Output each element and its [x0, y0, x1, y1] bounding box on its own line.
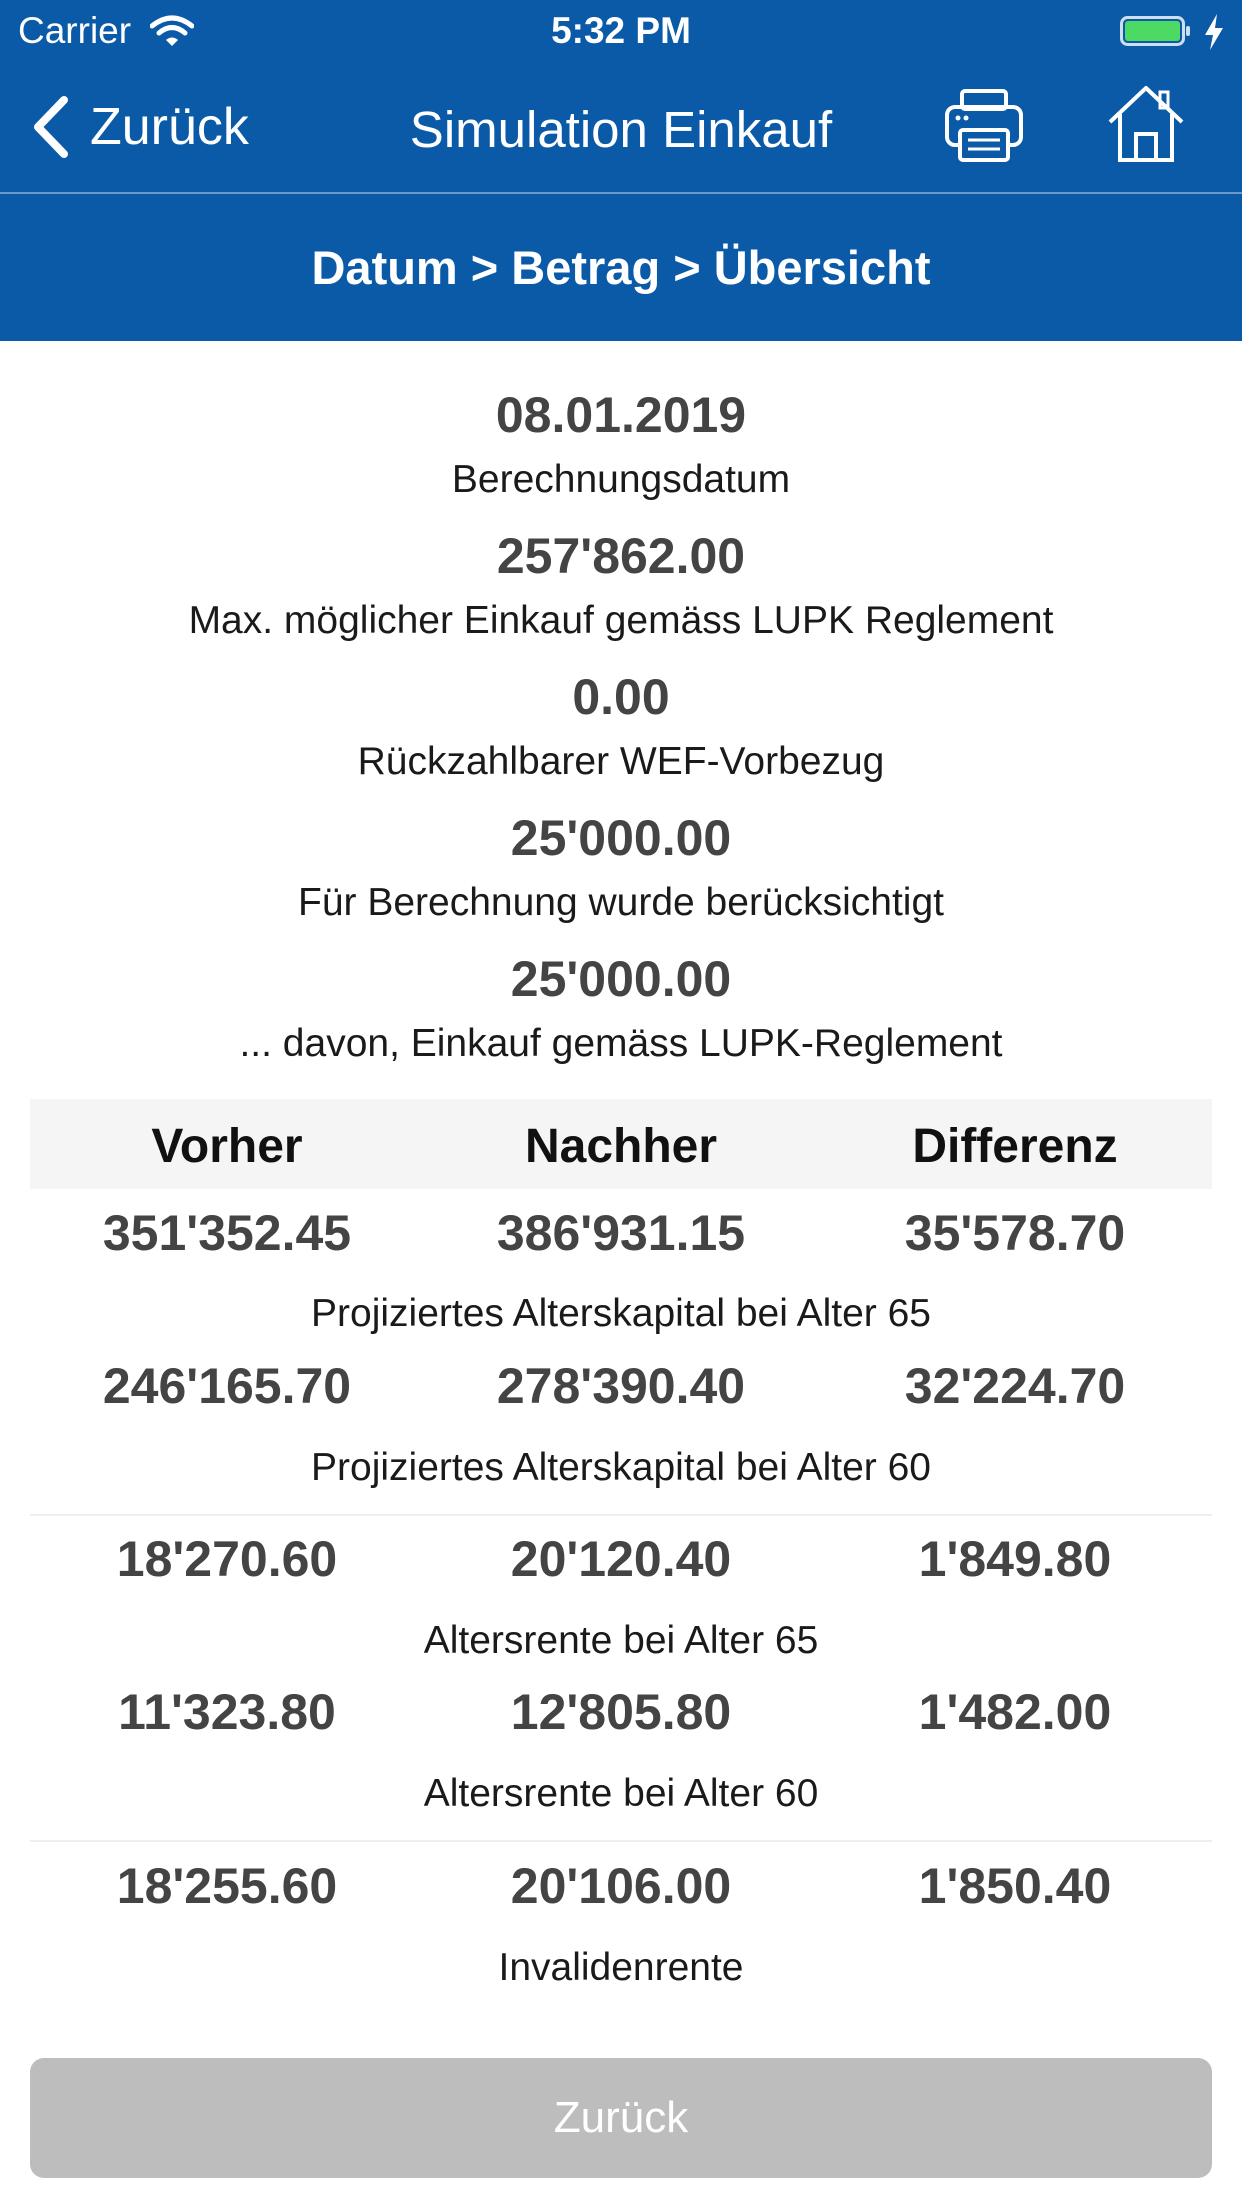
table-row	[0, 1857, 1242, 1927]
column-header-differenz: Differenz	[912, 1120, 1118, 1173]
summary-item-wef	[0, 662, 1242, 803]
value-nachher: 12'805.80	[510, 1684, 732, 1740]
value-differenz: 32'224.70	[904, 1358, 1126, 1414]
row-label: Projiziertes Alterskapital bei Alter 60	[311, 1446, 931, 1489]
divider	[30, 1514, 1212, 1516]
summary-item-max-purchase	[0, 521, 1242, 662]
charging-icon	[1200, 12, 1228, 52]
value-nachher: 20'120.40	[510, 1531, 732, 1587]
value-nachher: 20'106.00	[510, 1858, 732, 1914]
value-vorher: 351'352.45	[102, 1205, 352, 1261]
navigation-bar	[0, 62, 1242, 192]
breadcrumb: Datum > Betrag > Übersicht	[311, 241, 931, 294]
row-label: Altersrente bei Alter 60	[423, 1772, 819, 1815]
printer-icon[interactable]	[944, 88, 1024, 164]
back-label: Zurück	[90, 98, 249, 156]
value-differenz: 1'849.80	[918, 1531, 1112, 1587]
row-label: Altersrente bei Alter 65	[423, 1619, 819, 1662]
clock: 5:32 PM	[551, 10, 691, 51]
table-row	[0, 1204, 1242, 1274]
summary-item-considered	[0, 803, 1242, 944]
summary-item-date	[0, 380, 1242, 521]
summary-label: Für Berechnung wurde berücksichtigt	[298, 881, 944, 924]
value-differenz: 1'850.40	[918, 1858, 1112, 1914]
summary-label: Berechnungsdatum	[451, 458, 791, 501]
value-vorher: 18'270.60	[116, 1531, 338, 1587]
value-vorher: 246'165.70	[102, 1358, 352, 1414]
value-vorher: 11'323.80	[118, 1684, 336, 1740]
column-header-vorher: Vorher	[151, 1120, 303, 1173]
summary-section	[0, 380, 1242, 1085]
summary-value: 25'000.00	[510, 810, 732, 866]
row-label: Invalidenrente	[498, 1946, 744, 1989]
table-row	[0, 1683, 1242, 1753]
summary-label: Rückzahlbarer WEF-Vorbezug	[357, 740, 885, 783]
status-bar	[0, 0, 1242, 62]
summary-value: 0.00	[572, 669, 670, 725]
value-nachher: 386'931.15	[496, 1205, 746, 1261]
divider	[30, 1840, 1212, 1842]
column-header-nachher: Nachher	[524, 1120, 718, 1173]
summary-value: 08.01.2019	[495, 387, 747, 443]
summary-value: 25'000.00	[510, 951, 732, 1007]
home-icon[interactable]	[1106, 84, 1186, 164]
app-header	[0, 0, 1242, 341]
row-label: Projiziertes Alterskapital bei Alter 65	[311, 1292, 931, 1335]
back-bottom-button[interactable]: Zurück	[30, 2058, 1212, 2178]
table-row	[0, 1357, 1242, 1427]
summary-label: ... davon, Einkauf gemäss LUPK-Reglement	[239, 1022, 1003, 1065]
summary-label: Max. möglicher Einkauf gemäss LUPK Reglement	[188, 599, 1054, 642]
carrier-label: Carrier	[18, 10, 132, 51]
value-vorher: 18'255.60	[116, 1858, 338, 1914]
page-title: Simulation Einkauf	[409, 101, 833, 158]
summary-value: 257'862.00	[496, 528, 746, 584]
value-differenz: 1'482.00	[918, 1684, 1112, 1740]
summary-item-lupk-purchase	[0, 944, 1242, 1085]
table-row	[0, 1530, 1242, 1600]
battery-icon	[1120, 14, 1192, 48]
value-differenz: 35'578.70	[904, 1205, 1126, 1261]
value-nachher: 278'390.40	[496, 1358, 746, 1414]
